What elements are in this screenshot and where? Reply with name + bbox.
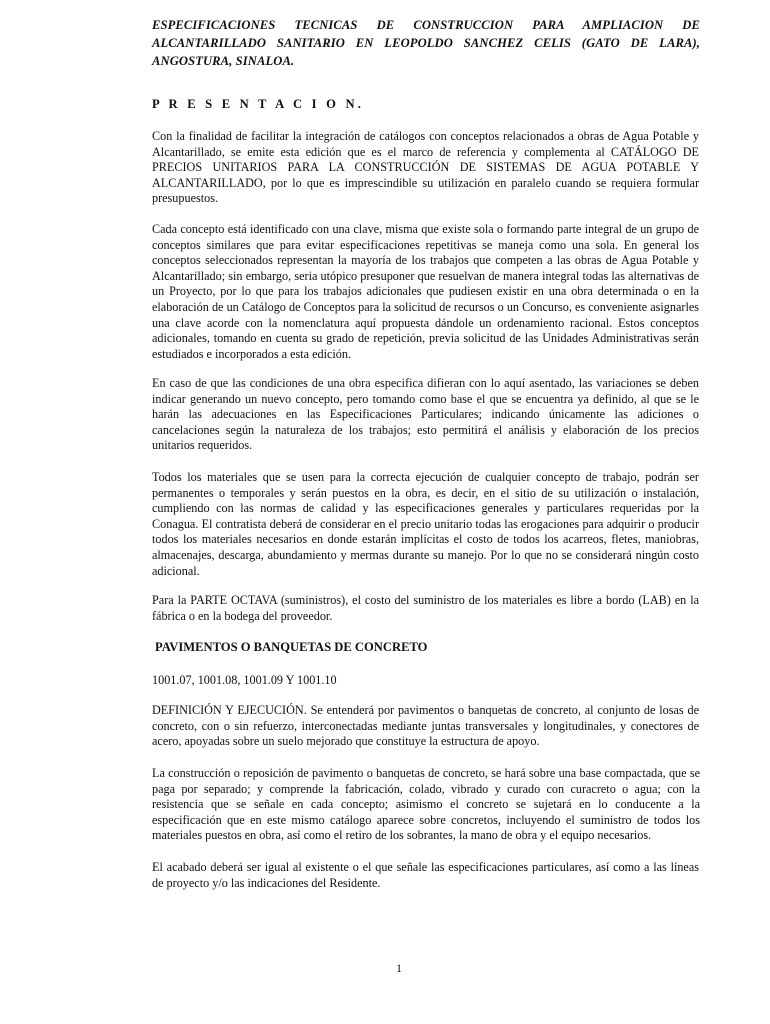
section-heading-pavimentos: PAVIMENTOS O BANQUETAS DE CONCRETO	[155, 640, 428, 654]
paragraph-construction: La construcción o reposición de pavimento o banquetas de concreto, se hará sobre una base compactada, que se paga por separado; y comprende la fabricación, colado, vibrado y curado con curacreto o agua; con la resistencia que se señale en cada concepto; asimismo el concreto se sujetará en lo conducente a la especificación que en este mismo catálogo aparece sobre concretos, incluyendo el suministro de todos los materiales puestos en obra, así como el retiro de los sobrantes, la mano de obra y el equipo necesarios.	[152, 766, 700, 843]
paragraph-concept-codes: 1001.07, 1001.08, 1001.09 Y 1001.10	[152, 673, 337, 687]
paragraph-definition: DEFINICIÓN Y EJECUCIÓN. Se entenderá por pavimentos o banquetas de concreto, al conjunto de losas de concreto, con o sin refuerzo, interconectadas mediante juntas transversales y longitudinales, y conectores de acero, apoyadas sobre un suelo mejorado que constituye la estructura de apoyo.	[152, 703, 699, 749]
paragraph-variations: En caso de que las condiciones de una obra especifica difieran con lo aquí asentado, las variaciones se deben indicar generando un nuevo concepto, pero tomando como base el que se encuentra ya definido, al que se le harán las adecuaciones en las Especificaciones Particulares; indicando únicamente las adiciones o cancelaciones según la naturaleza de los trabajos; esto permitirá el análisis y elaboración de los precios unitarios requeridos.	[152, 376, 699, 453]
paragraph-concept-keys: Cada concepto está identificado con una clave, misma que existe sola o formando parte integral de un grupo de conceptos similares que para evitar especificaciones repetitivas se maneja como una sola. En general los conceptos seleccionados representan la mayoría de los trabajos que competen a las obras de Agua Potable y Alcantarillado; sin embargo, seria utópico presuponer que resuelvan de manera integral todas las alternativas de un Proyecto, por lo que para los trabajos adicionales que pudiesen existir en una obra determinada o en la elaboración de un Catálogo de Conceptos para la solicitud de recursos o un Concurso, es conveniente asignarles una clave acorde con la nomenclatura aquí propuesta dándole un ordenamiento racional. Estos conceptos adicionales, tomando en cuenta su grado de repetición, previa solicitud de las Unidades Administrativas serán estudiados e incorporados a esta edición.	[152, 222, 699, 361]
paragraph-parte-octava: Para la PARTE OCTAVA (suministros), el costo del suministro de los materiales es libre a bordo (LAB) en la fábrica o en la bodega del proveedor.	[152, 593, 699, 623]
paragraph-materials: Todos los materiales que se usen para la correcta ejecución de cualquier concepto de trabajo, podrán ser permanentes o temporales y serán puestos en la obra, es decir, en el sitio de su utilización o instalación, cumpliendo con las normas de calidad y las especificaciones generales y particulares requeridas por la Conagua. El contratista deberá de considerar en el precio unitario todas las erogaciones para adquirir o producir todos los materiales necesarios en donde estarán implícitas el costo de todos los acarreos, fletes, maniobras, almacenajes, descarga, abundamiento y mermas durante su manejo. Por lo que no se considerará ningún costo adicional.	[152, 470, 699, 578]
section-heading-presentacion: P R E S E N T A C I O N.	[152, 97, 365, 111]
document-title: ESPECIFICACIONES TECNICAS DE CONSTRUCCION PARA AMPLIACION DE ALCANTARILLADO SANITARIO EN LEOPOLDO SANCHEZ CELIS (GATO DE LARA), ANGOSTURA, SINALOA.	[152, 18, 700, 68]
paragraph-intro: Con la finalidad de facilitar la integración de catálogos con conceptos relacionados a obras de Agua Potable y Alcantarillado, se emite esta edición que es el marco de referencia y complementa al CATÁLOGO DE PRECIOS UNITARIOS PARA LA CONSTRUCCIÓN DE SISTEMAS DE AGUA POTABLE Y ALCANTARILLADO, por lo que es imprescindible su utilización en paralelo cuando se requiera formular presupuestos.	[152, 129, 699, 206]
page-number: 1	[396, 961, 402, 975]
paragraph-finish: El acabado deberá ser igual al existente o el que señale las especificaciones particulares, así como a las líneas de proyecto y/o las indicaciones del Residente.	[152, 860, 699, 890]
